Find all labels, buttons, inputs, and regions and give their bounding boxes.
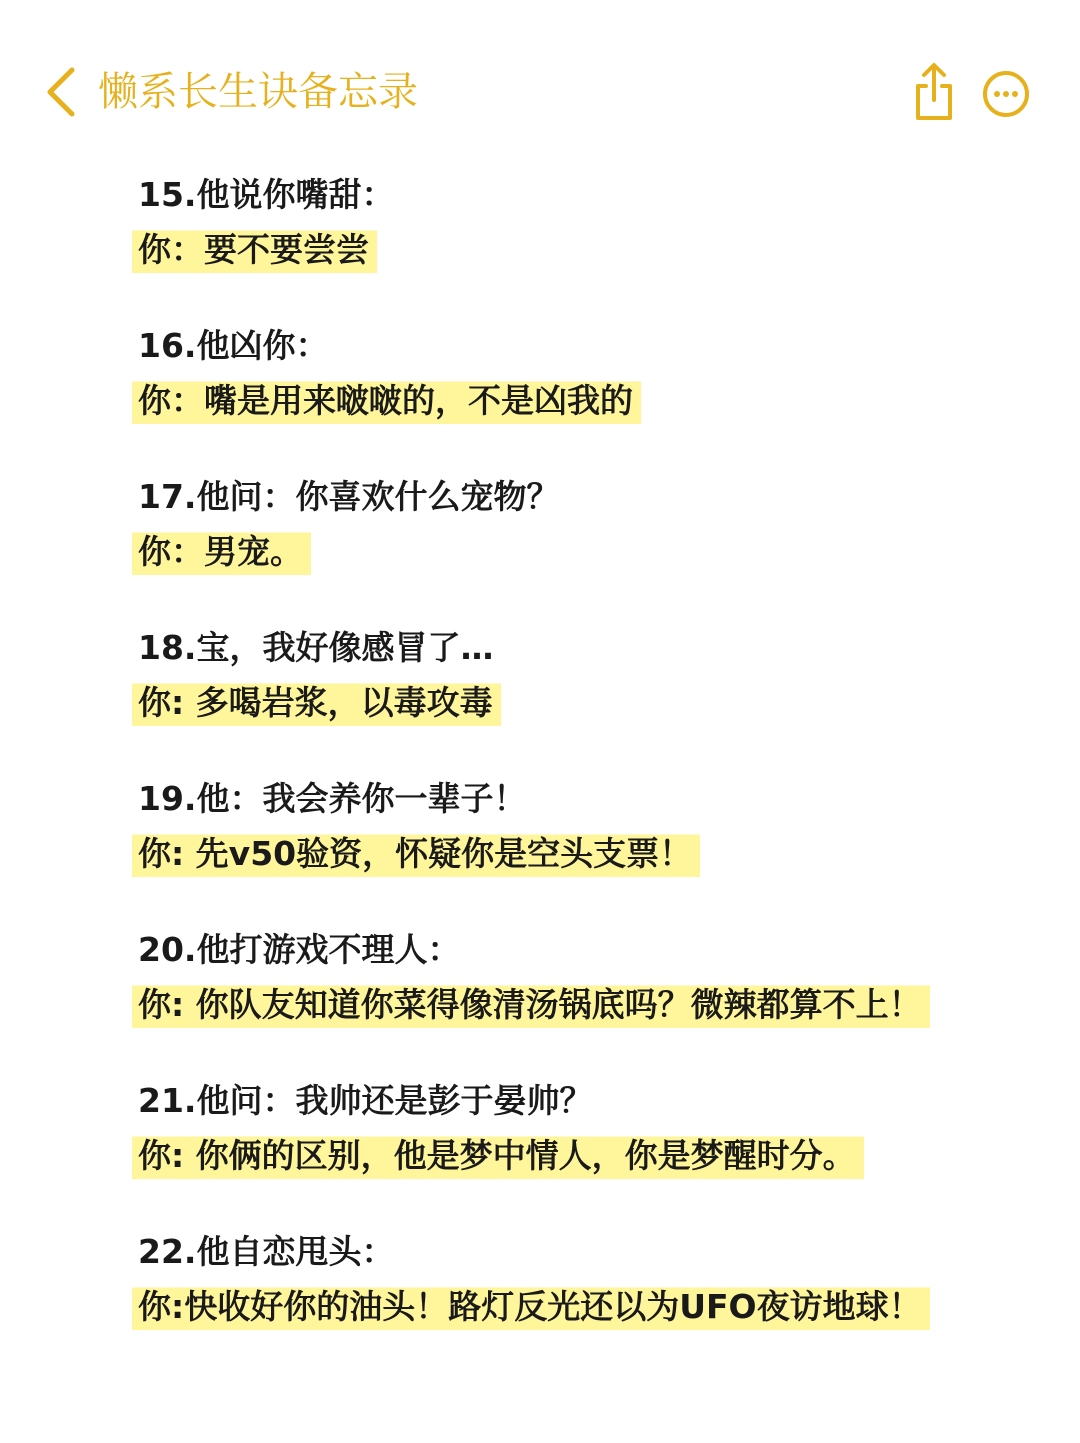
more-button[interactable] bbox=[982, 70, 1030, 118]
list-item bbox=[132, 1071, 1032, 1222]
entry-answer-highlighted: 你:快收好你的油头！路灯反光还以为UFO夜访地球！ bbox=[132, 1284, 930, 1330]
entry-prompt: 16.他凶你： bbox=[138, 326, 329, 365]
entry-prompt: 21.他问：我帅还是彭于晏帅？ bbox=[138, 1081, 593, 1120]
list-item bbox=[132, 467, 1032, 618]
entry-prompt: 19.他：我会养你一辈子！ bbox=[138, 779, 527, 818]
note-body[interactable] bbox=[132, 165, 1032, 1373]
list-item bbox=[132, 316, 1032, 467]
entry-answer-highlighted: 你：男宠。 bbox=[132, 529, 311, 575]
back-button[interactable] bbox=[40, 62, 86, 122]
entry-prompt: 15.他说你嘴甜： bbox=[138, 175, 395, 214]
entry-prompt: 20.他打游戏不理人： bbox=[138, 930, 461, 969]
entry-prompt: 22.他自恋甩头： bbox=[138, 1232, 395, 1271]
share-button[interactable] bbox=[910, 60, 958, 124]
list-item bbox=[132, 165, 1032, 316]
entry-answer-highlighted: 你: 你队友知道你菜得像清汤锅底吗？微辣都算不上！ bbox=[132, 982, 930, 1028]
list-item bbox=[132, 1222, 1032, 1373]
note-title: 懒系长生诀备忘录 bbox=[98, 69, 418, 115]
share-icon bbox=[910, 60, 958, 124]
entry-answer-highlighted: 你: 多喝岩浆，以毒攻毒 bbox=[132, 680, 501, 726]
entry-prompt: 17.他问：你喜欢什么宠物？ bbox=[138, 477, 560, 516]
entry-answer-highlighted: 你：要不要尝尝 bbox=[132, 227, 377, 273]
ellipsis-circle-icon bbox=[982, 70, 1030, 118]
chevron-left-icon bbox=[40, 62, 86, 122]
entry-prompt: 18.宝，我好像感冒了… bbox=[138, 628, 494, 667]
entry-answer-highlighted: 你：嘴是用来啵啵的，不是凶我的 bbox=[132, 378, 641, 424]
list-item bbox=[132, 618, 1032, 769]
entry-answer-highlighted: 你: 你俩的区别，他是梦中情人，你是梦醒时分。 bbox=[132, 1133, 864, 1179]
entry-answer-highlighted: 你: 先v50验资，怀疑你是空头支票！ bbox=[132, 831, 700, 877]
navigation-bar bbox=[0, 0, 1080, 150]
list-item bbox=[132, 920, 1032, 1071]
list-item bbox=[132, 769, 1032, 920]
